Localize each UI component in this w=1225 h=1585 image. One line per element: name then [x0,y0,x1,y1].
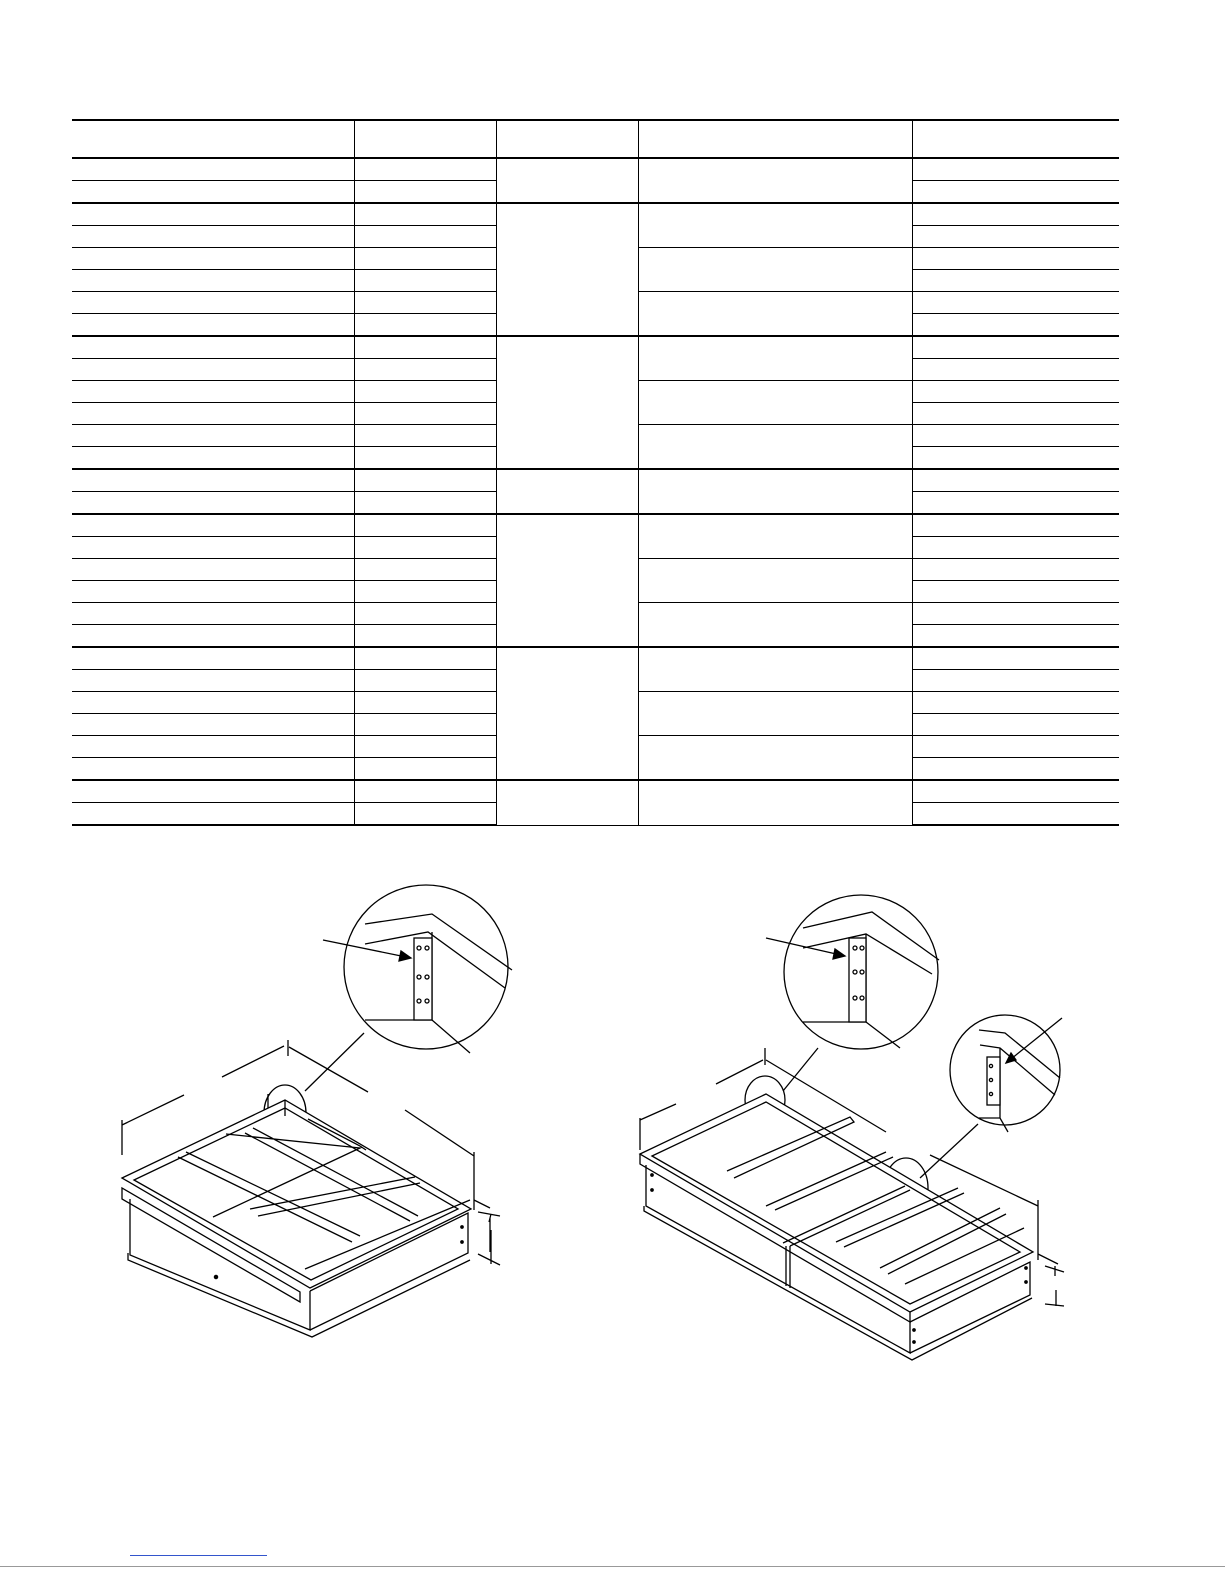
table-cell-col2 [354,736,496,758]
table-cell-model [72,647,354,670]
corner-bracket-icon-right [849,938,866,1022]
table-cell-subgroup [638,425,912,470]
table-cell-col5 [912,158,1119,181]
table-cell-model [72,537,354,559]
table-cell-model [72,603,354,625]
table-cell-col2 [354,226,496,248]
table-cell-col5 [912,537,1119,559]
table-cell-model [72,559,354,581]
table-cell-model [72,447,354,470]
table-cell-col2 [354,492,496,515]
table-cell-group [496,780,638,825]
header-cell-2 [354,120,496,158]
table-cell-model [72,803,354,826]
table-cell-col2 [354,469,496,492]
table-cell-col2 [354,292,496,314]
table-cell-col2 [354,581,496,603]
table-row [72,469,1119,492]
table-cell-subgroup [638,736,912,781]
table-cell-subgroup [638,603,912,648]
table-cell-col5 [912,469,1119,492]
table-body [72,158,1119,825]
table-cell-model [72,625,354,648]
table-cell-col5 [912,581,1119,603]
table-cell-col5 [912,447,1119,470]
splice-seam [786,1246,790,1288]
table-cell-col5 [912,381,1119,403]
table-cell-col5 [912,248,1119,270]
table-cell-col5 [912,514,1119,537]
table-cell-model [72,469,354,492]
table-cell-model [72,758,354,781]
table-cell-col5 [912,647,1119,670]
table-cell-col5 [912,692,1119,714]
table-cell-col5 [912,625,1119,648]
table-cell-col5 [912,203,1119,226]
corner-leader-right [783,1048,818,1091]
table-cell-col5 [912,670,1119,692]
table-cell-group [496,647,638,780]
table-cell-col2 [354,181,496,204]
table-cell-subgroup [638,203,912,248]
table-cell-subgroup [638,559,912,603]
header-cell-3 [496,120,638,158]
curb-figures [0,870,1225,1390]
one-piece-curb-figure [122,885,512,1337]
two-piece-curb-figure [640,895,1064,1360]
table-cell-subgroup [638,381,912,425]
table-header-row [72,120,1119,158]
table-cell-group [496,514,638,647]
table-cell-col5 [912,736,1119,758]
table-cell-model [72,336,354,359]
table-cell-subgroup [638,158,912,203]
table-cell-group [496,336,638,469]
table-cell-model [72,403,354,425]
table-cell-model [72,181,354,204]
table-row [72,203,1119,226]
table-cell-model [72,425,354,447]
table-cell-col5 [912,714,1119,736]
table-cell-col5 [912,603,1119,625]
table-cell-col2 [354,537,496,559]
table-cell-model [72,670,354,692]
table-cell-col2 [354,514,496,537]
table-cell-subgroup [638,647,912,692]
table-cell-col2 [354,248,496,270]
table-cell-col2 [354,559,496,581]
table-cell-col5 [912,492,1119,515]
table-row [72,780,1119,803]
table-cell-subgroup [638,292,912,337]
table-cell-col2 [354,270,496,292]
table-cell-col5 [912,758,1119,781]
table-cell-col5 [912,336,1119,359]
table-cell-col2 [354,336,496,359]
table-cell-col5 [912,559,1119,581]
table-cell-col2 [354,447,496,470]
table-cell-col2 [354,780,496,803]
table-cell-subgroup [638,780,912,825]
table-cell-model [72,692,354,714]
table-cell-model [72,714,354,736]
corner-bracket-icon [414,938,432,1020]
table-cell-model [72,292,354,314]
page-bottom-rule [0,1566,1225,1567]
table-cell-group [496,203,638,336]
height-dimension [474,1200,500,1265]
table-cell-model [72,492,354,515]
table-row [72,647,1119,670]
table-cell-model [72,248,354,270]
table-cell-subgroup [638,469,912,514]
table-cell-col5 [912,270,1119,292]
table-cell-col2 [354,692,496,714]
curb-top-frame [122,1100,471,1288]
table-cell-col2 [354,203,496,226]
splice-leader [920,1124,978,1178]
table-cell-model [72,381,354,403]
table-cell-model [72,359,354,381]
table-cell-model [72,314,354,337]
table-cell-col5 [912,181,1119,204]
table-cell-col5 [912,359,1119,381]
table-cell-subgroup [638,514,912,559]
table-cell-col2 [354,647,496,670]
table-cell-col5 [912,425,1119,447]
table-cell-col5 [912,803,1119,826]
table-cell-col2 [354,381,496,403]
table-cell-model [72,514,354,537]
table-cell-group [496,469,638,514]
table-cell-col2 [354,758,496,781]
table-cell-group [496,158,638,203]
splice-detail-callout [950,1015,1060,1125]
table-cell-subgroup [638,248,912,292]
header-cell-4 [638,120,912,158]
table-cell-col2 [354,670,496,692]
header-cell-1 [72,120,354,158]
table-cell-col2 [354,359,496,381]
table-row [72,336,1119,359]
table-cell-col2 [354,425,496,447]
specification-table [72,119,1119,826]
table-cell-col5 [912,314,1119,337]
table-row [72,514,1119,537]
table-cell-subgroup [638,692,912,736]
table-cell-col2 [354,403,496,425]
table-cell-col2 [354,603,496,625]
table-row [72,158,1119,181]
table-cell-model [72,780,354,803]
callout-leader [305,1033,364,1091]
table-cell-col5 [912,292,1119,314]
table-cell-col5 [912,403,1119,425]
table-cell-col2 [354,314,496,337]
table-cell-col2 [354,714,496,736]
table-cell-model [72,158,354,181]
table-cell-col5 [912,226,1119,248]
table-cell-col2 [354,625,496,648]
table-cell-col5 [912,780,1119,803]
table-cell-model [72,226,354,248]
table-cell-model [72,581,354,603]
table-cell-model [72,203,354,226]
header-cell-5 [912,120,1119,158]
footer-link-underline[interactable] [130,1555,267,1556]
table-cell-col2 [354,803,496,826]
splice-plate-icon [987,1057,1000,1105]
table-cell-model [72,736,354,758]
height-dimension-right [1038,1254,1064,1306]
table-cell-subgroup [638,336,912,381]
table-cell-col2 [354,158,496,181]
table-cell-model [72,270,354,292]
